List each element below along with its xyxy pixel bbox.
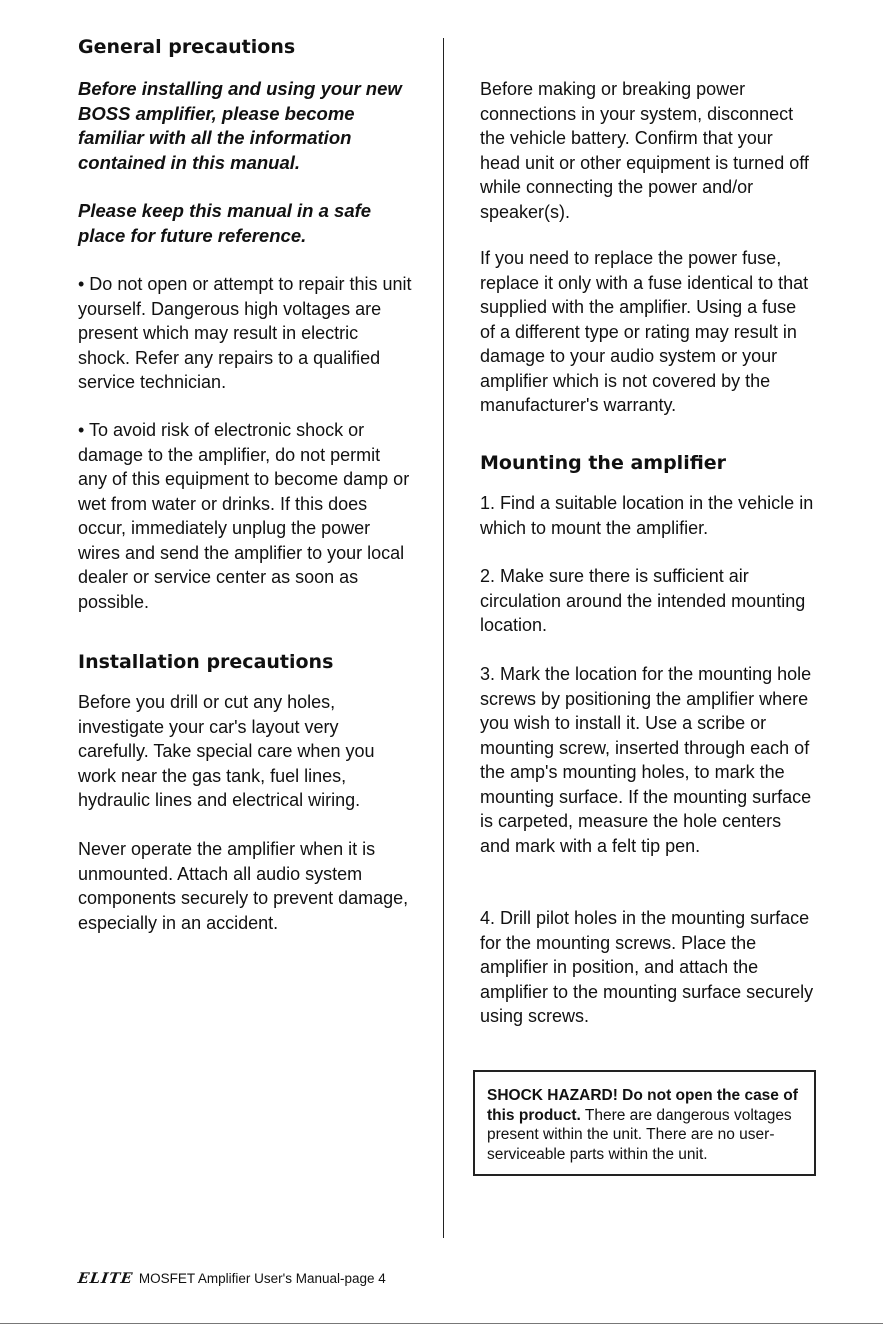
- mounting-heading: Mounting the amplifier: [480, 452, 727, 474]
- elite-logo: ELITE: [76, 1270, 135, 1287]
- shock-hazard-bold-text: SHOCK HAZARD! Do not open the case of this product.: [487, 1087, 798, 1124]
- operate-caution-paragraph: Never operate the amplifier when it is unmounted. Attach all audio system components securely to prevent damage, especially in an accident.: [78, 839, 409, 933]
- fuse-replacement-paragraph: If you need to replace the power fuse, replace it only with a fuse identical to that supplied with the amplifier. Using a fuse of a different type or rating may result in damage to your audio system or your amplifier which is not covered by the manufacturer's warranty.: [480, 248, 809, 415]
- mounting-step-3: 3. Mark the location for the mounting hole screws by positioning the amplifier where you wish to install it. Use a scribe or mounting screw, inserted through each of the amp's mounting holes, to mark the mounting surface. If the mounting surface is carpeted, measure the hole centers and mark with a felt tip pen.: [480, 664, 812, 856]
- battery-disconnect-paragraph: Before making or breaking power connections in your system, disconnect the vehicle battery. Confirm that your head unit or other equipment is turned off while connecting the power and/or speaker(s).: [480, 79, 809, 222]
- mounting-step-1: 1. Find a suitable location in the vehicle in which to mount the amplifier.: [480, 493, 814, 538]
- mounting-step-2: 2. Make sure there is sufficient air circulation around the intended mounting location.: [480, 566, 806, 635]
- footer-page-label: MOSFET Amplifier User's Manual-page 4: [138, 1271, 386, 1286]
- keep-manual-paragraph: Please keep this manual in a safe place for future reference.: [78, 200, 372, 246]
- page-footer: [78, 1270, 386, 1287]
- installation-precautions-heading: Installation precautions: [78, 651, 334, 673]
- repair-warning-paragraph: • Do not open or attempt to repair this unit yourself. Dangerous high voltages are present which may result in electric shock. Refer any repairs to a qualified service technician.: [78, 274, 412, 392]
- shock-hazard-warning-box: [473, 1070, 816, 1176]
- intro-paragraph: Before installing and using your new BOSS amplifier, please become familiar with all the information contained in this manual.: [78, 78, 402, 173]
- mounting-step-4: 4. Drill pilot holes in the mounting surface for the mounting screws. Place the amplifier in position, and attach the amplifier to the mounting surface securely using screws.: [480, 908, 814, 1026]
- general-precautions-heading: General precautions: [78, 36, 296, 58]
- column-divider: [443, 38, 444, 1238]
- shock-hazard-text: There are dangerous voltages present within the unit. There are no user-serviceable parts within the unit.: [487, 1106, 792, 1163]
- moisture-warning-paragraph: • To avoid risk of electronic shock or damage to the amplifier, do not permit any of this equipment to become damp or wet from water or drinks. If this does occur, immediately unplug the power wires and send the amplifier to your local dealer or service center as soon as possible.: [78, 420, 410, 612]
- drill-caution-paragraph: Before you drill or cut any holes, investigate your car's layout very carefully. Take special care when you work near the gas tank, fuel lines, hydraulic lines and electrical wiring.: [78, 692, 375, 810]
